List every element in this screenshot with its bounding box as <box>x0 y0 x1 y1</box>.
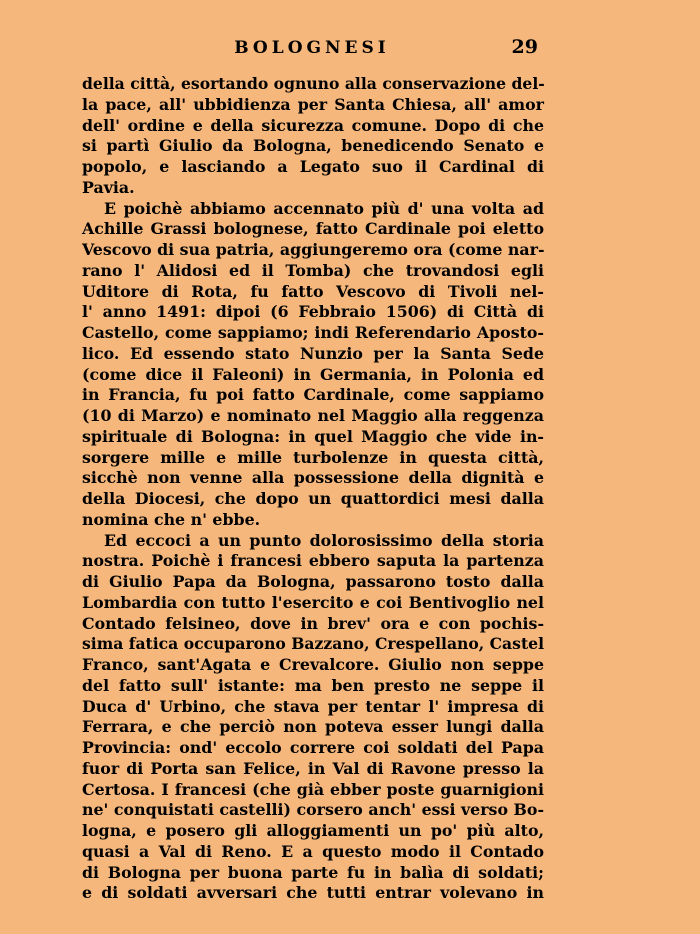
text-line: popolo, e lasciando a Legato suo il Cardinal di <box>82 157 544 176</box>
text-line: l' anno 1491: dipoi (6 Febbraio 1506) di Città di <box>82 302 544 322</box>
text-line: lico. Ed essendo stato Nunzio per la Santa Sede <box>82 343 544 363</box>
text-line: della città, esortando ognuno alla conservazione del- <box>82 74 545 93</box>
text-line: Castello, come sappiamo; indi Referendario Aposto- <box>82 323 544 342</box>
text-line: la pace, all' ubbidienza per Santa Chiesa, all' amor <box>82 94 544 114</box>
text-line: ne' conquistati castelli) corsero anch' essi verso Bo- <box>82 800 544 820</box>
text-line: rano l' Alidosi ed il Tomba) che trovandosi egli <box>82 260 544 280</box>
text-line: Uditore di Rota, fu fatto Vescovo di Tivoli nel- <box>82 281 544 301</box>
text-line: quasi a Val di Reno. E a questo modo il Contado <box>82 841 544 861</box>
text-line: fuor di Porta san Felice, in Val di Ravone presso la <box>82 758 544 778</box>
text-line: dell' ordine e della sicurezza comune. Dopo di che <box>82 115 544 135</box>
text-line: Contado felsineo, dove in brev' ora e con pochis- <box>82 613 544 633</box>
text-line: in Francia, fu poi fatto Cardinale, come sappiamo <box>82 385 544 405</box>
text-line: Achille Grassi bolognese, fatto Cardinale poi eletto <box>82 219 544 239</box>
text-line: Ed eccoci a un punto dolorosissimo della storia <box>104 530 544 550</box>
text-line: Provincia: ond' eccolo correre coi soldati del Papa <box>82 738 544 757</box>
text-line: della Diocesi, che dopo un quattordici mesi dalla <box>82 489 544 508</box>
running-head: BOLOGNESI <box>234 38 390 58</box>
text-line: e di soldati avversari che tutti entrar volevano in <box>82 883 544 903</box>
text-line: logna, e posero gli alloggiamenti un po' più alto, <box>82 821 544 840</box>
text-line: nomina che n' ebbe. <box>82 509 261 529</box>
text-line: di Bologna per buona parte fu in balìa di soldati; <box>82 862 544 882</box>
text-line: del fatto sull' istante: ma ben presto ne seppe il <box>82 675 544 695</box>
text-line: Duca d' Urbino, che stava per tentar l' impresa di <box>82 696 544 716</box>
body-text <box>82 74 544 904</box>
text-line: si partì Giulio da Bologna, benedicendo Senato e <box>82 136 544 156</box>
text-line: di Giulio Papa da Bologna, passarono tosto dalla <box>82 572 544 591</box>
text-line: (come dice il Faleoni) in Germania, in Polonia ed <box>82 364 544 384</box>
text-line: nostra. Poichè i francesi ebbero saputa la partenza <box>82 551 544 571</box>
text-line: (10 di Marzo) e nominato nel Maggio alla reggenza <box>82 406 544 425</box>
text-line: spirituale di Bologna: in quel Maggio che vide in- <box>82 426 544 446</box>
text-line: sima fatica occuparono Bazzano, Crespellano, Castel <box>82 634 544 654</box>
text-line: Franco, sant'Agata e Crevalcore. Giulio non seppe <box>82 655 544 674</box>
text-line: Ferrara, e che perciò non poteva esser lungi dalla <box>82 717 544 737</box>
text-line: sorgere mille e mille turbolenze in questa città, <box>82 447 544 467</box>
text-line: Vescovo di sua patria, aggiungeremo ora (come nar- <box>82 240 545 259</box>
text-line: E poichè abbiamo accennato più d' una volta ad <box>104 198 544 218</box>
text-line: sicchè non venne alla possessione della dignità e <box>82 468 544 488</box>
page-header <box>82 36 542 64</box>
text-line: Lombardia con tutto l'esercito e coi Bentivoglio nel <box>82 592 544 612</box>
text-line: Certosa. I francesi (che già ebber poste guarnigioni <box>82 779 544 799</box>
text-line: Pavia. <box>82 177 135 197</box>
page-number: 29 <box>511 36 538 58</box>
